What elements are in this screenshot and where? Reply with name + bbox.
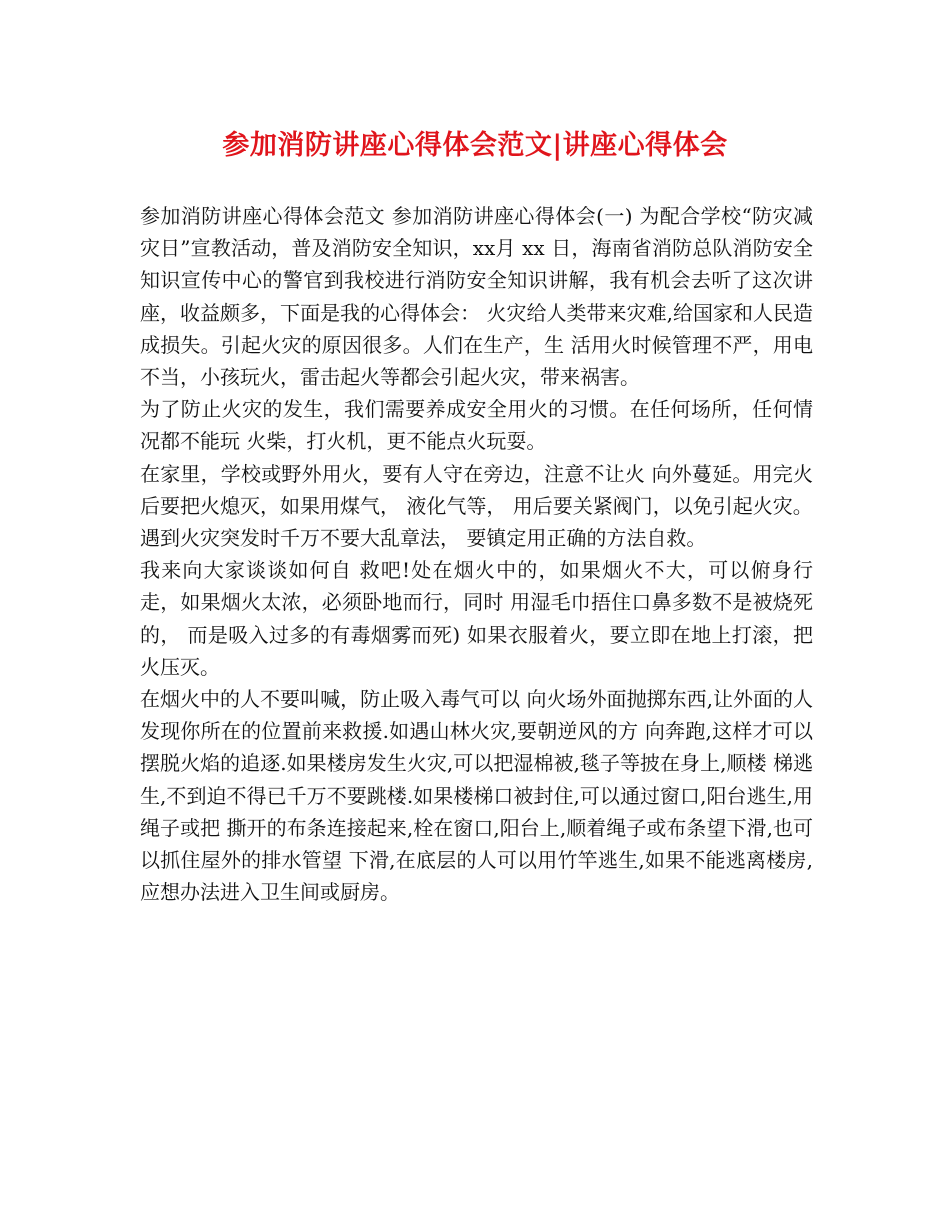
paragraph-prevention: 为了防止火灾的发生，我们需要养成安全用火的习惯。在任何场所，任何情况都不能玩 火柴，打火机，更不能点火玩耍。 [140, 397, 813, 454]
paragraph-self-rescue: 我来向大家谈谈如何自 救吧!处在烟火中的，如果烟火不大，可以俯身行走，如果烟火太浓，必须卧地而行，同时 用湿毛巾捂住口鼻多数不是被烧死的， 而是吸入过多的有毒烟雾而死) 如果衣服着火，要立即在地上打滚，把火压灭。 [140, 558, 813, 679]
paragraph-escape-methods: 在烟火中的人不要叫喊，防止吸入毒气可以 向火场外面抛掷东西,让外面的人发现你所在的位置前来救援.如遇山林火灾,要朝逆风的方 向奔跑,这样才可以摆脱火焰的追逐.如果楼房发生火灾,可以把湿棉被,毯子等披在身上,顺楼 梯逃生,不到迫不得已千万不要跳楼.如果楼梯口被封住,可以通过窗口,阳台逃生,用绳子或把 撕开的布条连接起来,栓在窗口,阳台上,顺着绳子或布条望下滑,也可以抓住屋外的排水管望 下滑,在底层的人可以用竹竿逃生,如果不能逃离楼房,应想办法进入卫生间或厨房。 [140, 687, 813, 905]
paragraph-home-fire-use: 在家里，学校或野外用火，要有人守在旁边，注意不让火 向外蔓延。用完火后要把火熄灭，如果用煤气， 液化气等， 用后要关紧阀门，以免引起火灾。 [140, 461, 813, 518]
paragraph-intro: 参加消防讲座心得体会范文 参加消防讲座心得体会(一) 为配合学校“防灾减灾日”宣教活动，普及消防安全知识，xx月 xx 日，海南省消防总队消防安全知识宣传中心的警官到我校进行消防安全知识讲解，我有机会去听了这次讲座，收益颇多，下面是我的心得体会： 火灾给人类带来灾难,给国家和人民造成损失。引起火灾的原因很多。人们在生产，生 活用火时候管理不严，用电不当，小孩玩火，雷击起火等都会引起火灾，带来祸害。 [140, 204, 813, 390]
paragraph-stay-calm: 遇到火灾突发时千万不要大乱章法， 要镇定用正确的方法自救。 [140, 526, 707, 551]
document-body [140, 200, 813, 908]
document-title: 参加消防讲座心得体会范文|讲座心得体会 [222, 130, 728, 161]
